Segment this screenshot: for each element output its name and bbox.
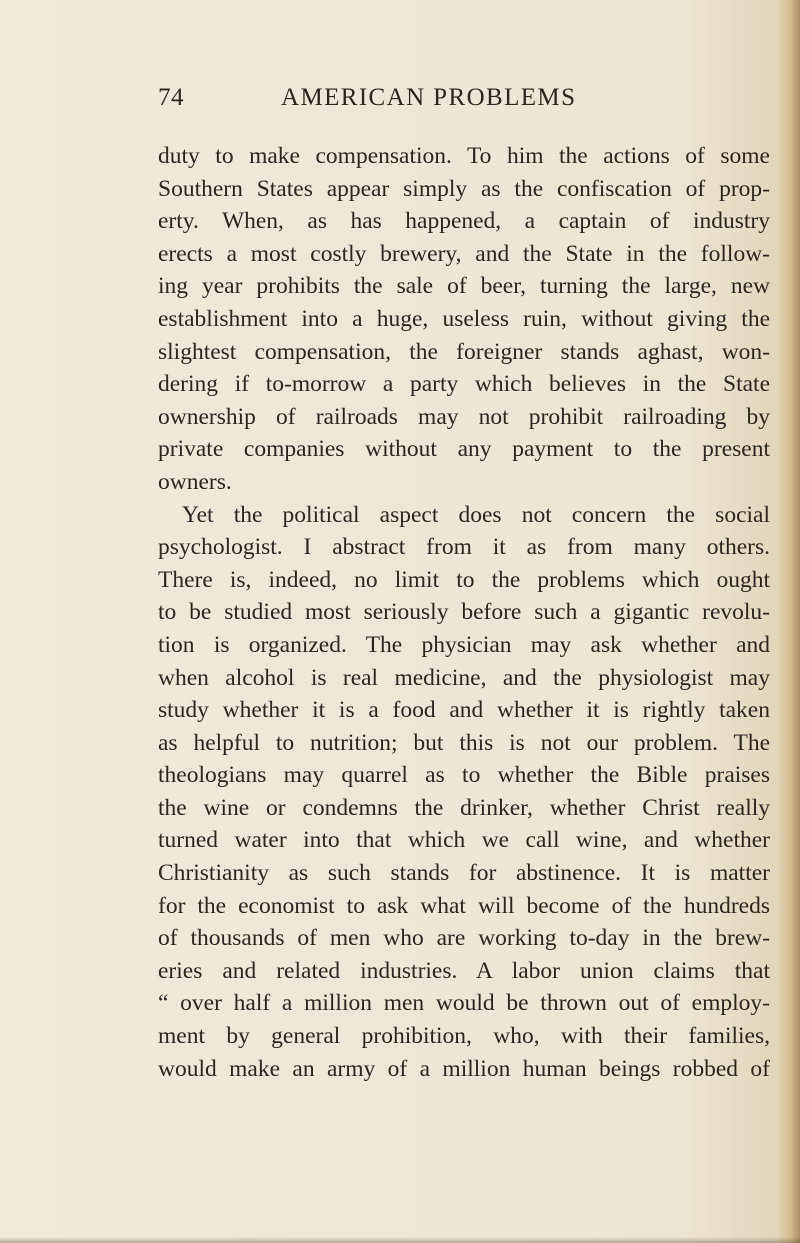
text-line: erects a most costly brewery, and the State in the follow- — [158, 240, 770, 267]
text-line: turned water into that which we call wine, and whether — [158, 827, 770, 854]
text-line: dering if to-morrow a party which believes in the State — [158, 371, 770, 398]
page-header — [158, 84, 758, 124]
text-line: Southern States appear simply as the confiscation of prop- — [158, 175, 770, 202]
page-number: 74 — [158, 84, 184, 111]
text-line: ing year prohibits the sale of beer, turning the large, new — [158, 273, 770, 300]
text-line: eries and related industries. A labor union claims that — [158, 957, 770, 984]
text-line: would make an army of a million human beings robbed of — [158, 1055, 770, 1082]
text-line: to be studied most seriously before such a gigantic revolu- — [158, 599, 770, 626]
text-line: theologians may quarrel as to whether the Bible praises — [158, 762, 770, 789]
text-line: slightest compensation, the foreigner stands aghast, won- — [158, 338, 770, 365]
text-line: the wine or condemns the drinker, whether Christ really — [158, 794, 770, 821]
text-line: duty to make compensation. To him the actions of some — [158, 143, 770, 169]
text-line: ment by general prohibition, who, with their families, — [158, 1023, 770, 1050]
text-line: erty. When, as has happened, a captain of industry — [158, 208, 770, 235]
text-line: tion is organized. The physician may ask whether and — [158, 631, 770, 658]
text-line: when alcohol is real medicine, and the physiologist may — [158, 664, 770, 691]
paragraph-end-line: owners. — [158, 468, 232, 495]
text-line: psychologist. I abstract from it as from many others. — [158, 534, 770, 561]
body-text — [158, 140, 770, 1085]
text-line: as helpful to nutrition; but this is not our problem. The — [158, 729, 770, 756]
text-line: ownership of railroads may not prohibit railroading by — [158, 403, 770, 430]
page-edge-shadow — [778, 0, 800, 1243]
text-line: “ over half a million men would be thrown out of employ- — [158, 990, 770, 1017]
text-line: Christianity as such stands for abstinence. It is matter — [158, 860, 770, 887]
text-line: There is, indeed, no limit to the problems which ought — [158, 566, 770, 593]
text-line: private companies without any payment to the present — [158, 436, 770, 463]
running-title: AMERICAN PROBLEMS — [281, 84, 577, 111]
text-line: study whether it is a food and whether it is rightly taken — [158, 697, 770, 724]
text-line: for the economist to ask what will become of the hundreds — [158, 892, 770, 919]
text-line: establishment into a huge, useless ruin, without giving the — [158, 305, 770, 332]
page-bottom-edge — [0, 1237, 800, 1243]
text-line: of thousands of men who are working to-day in the brew- — [158, 925, 770, 952]
paragraph-start-line: Yet the political aspect does not concern the social — [182, 501, 770, 528]
